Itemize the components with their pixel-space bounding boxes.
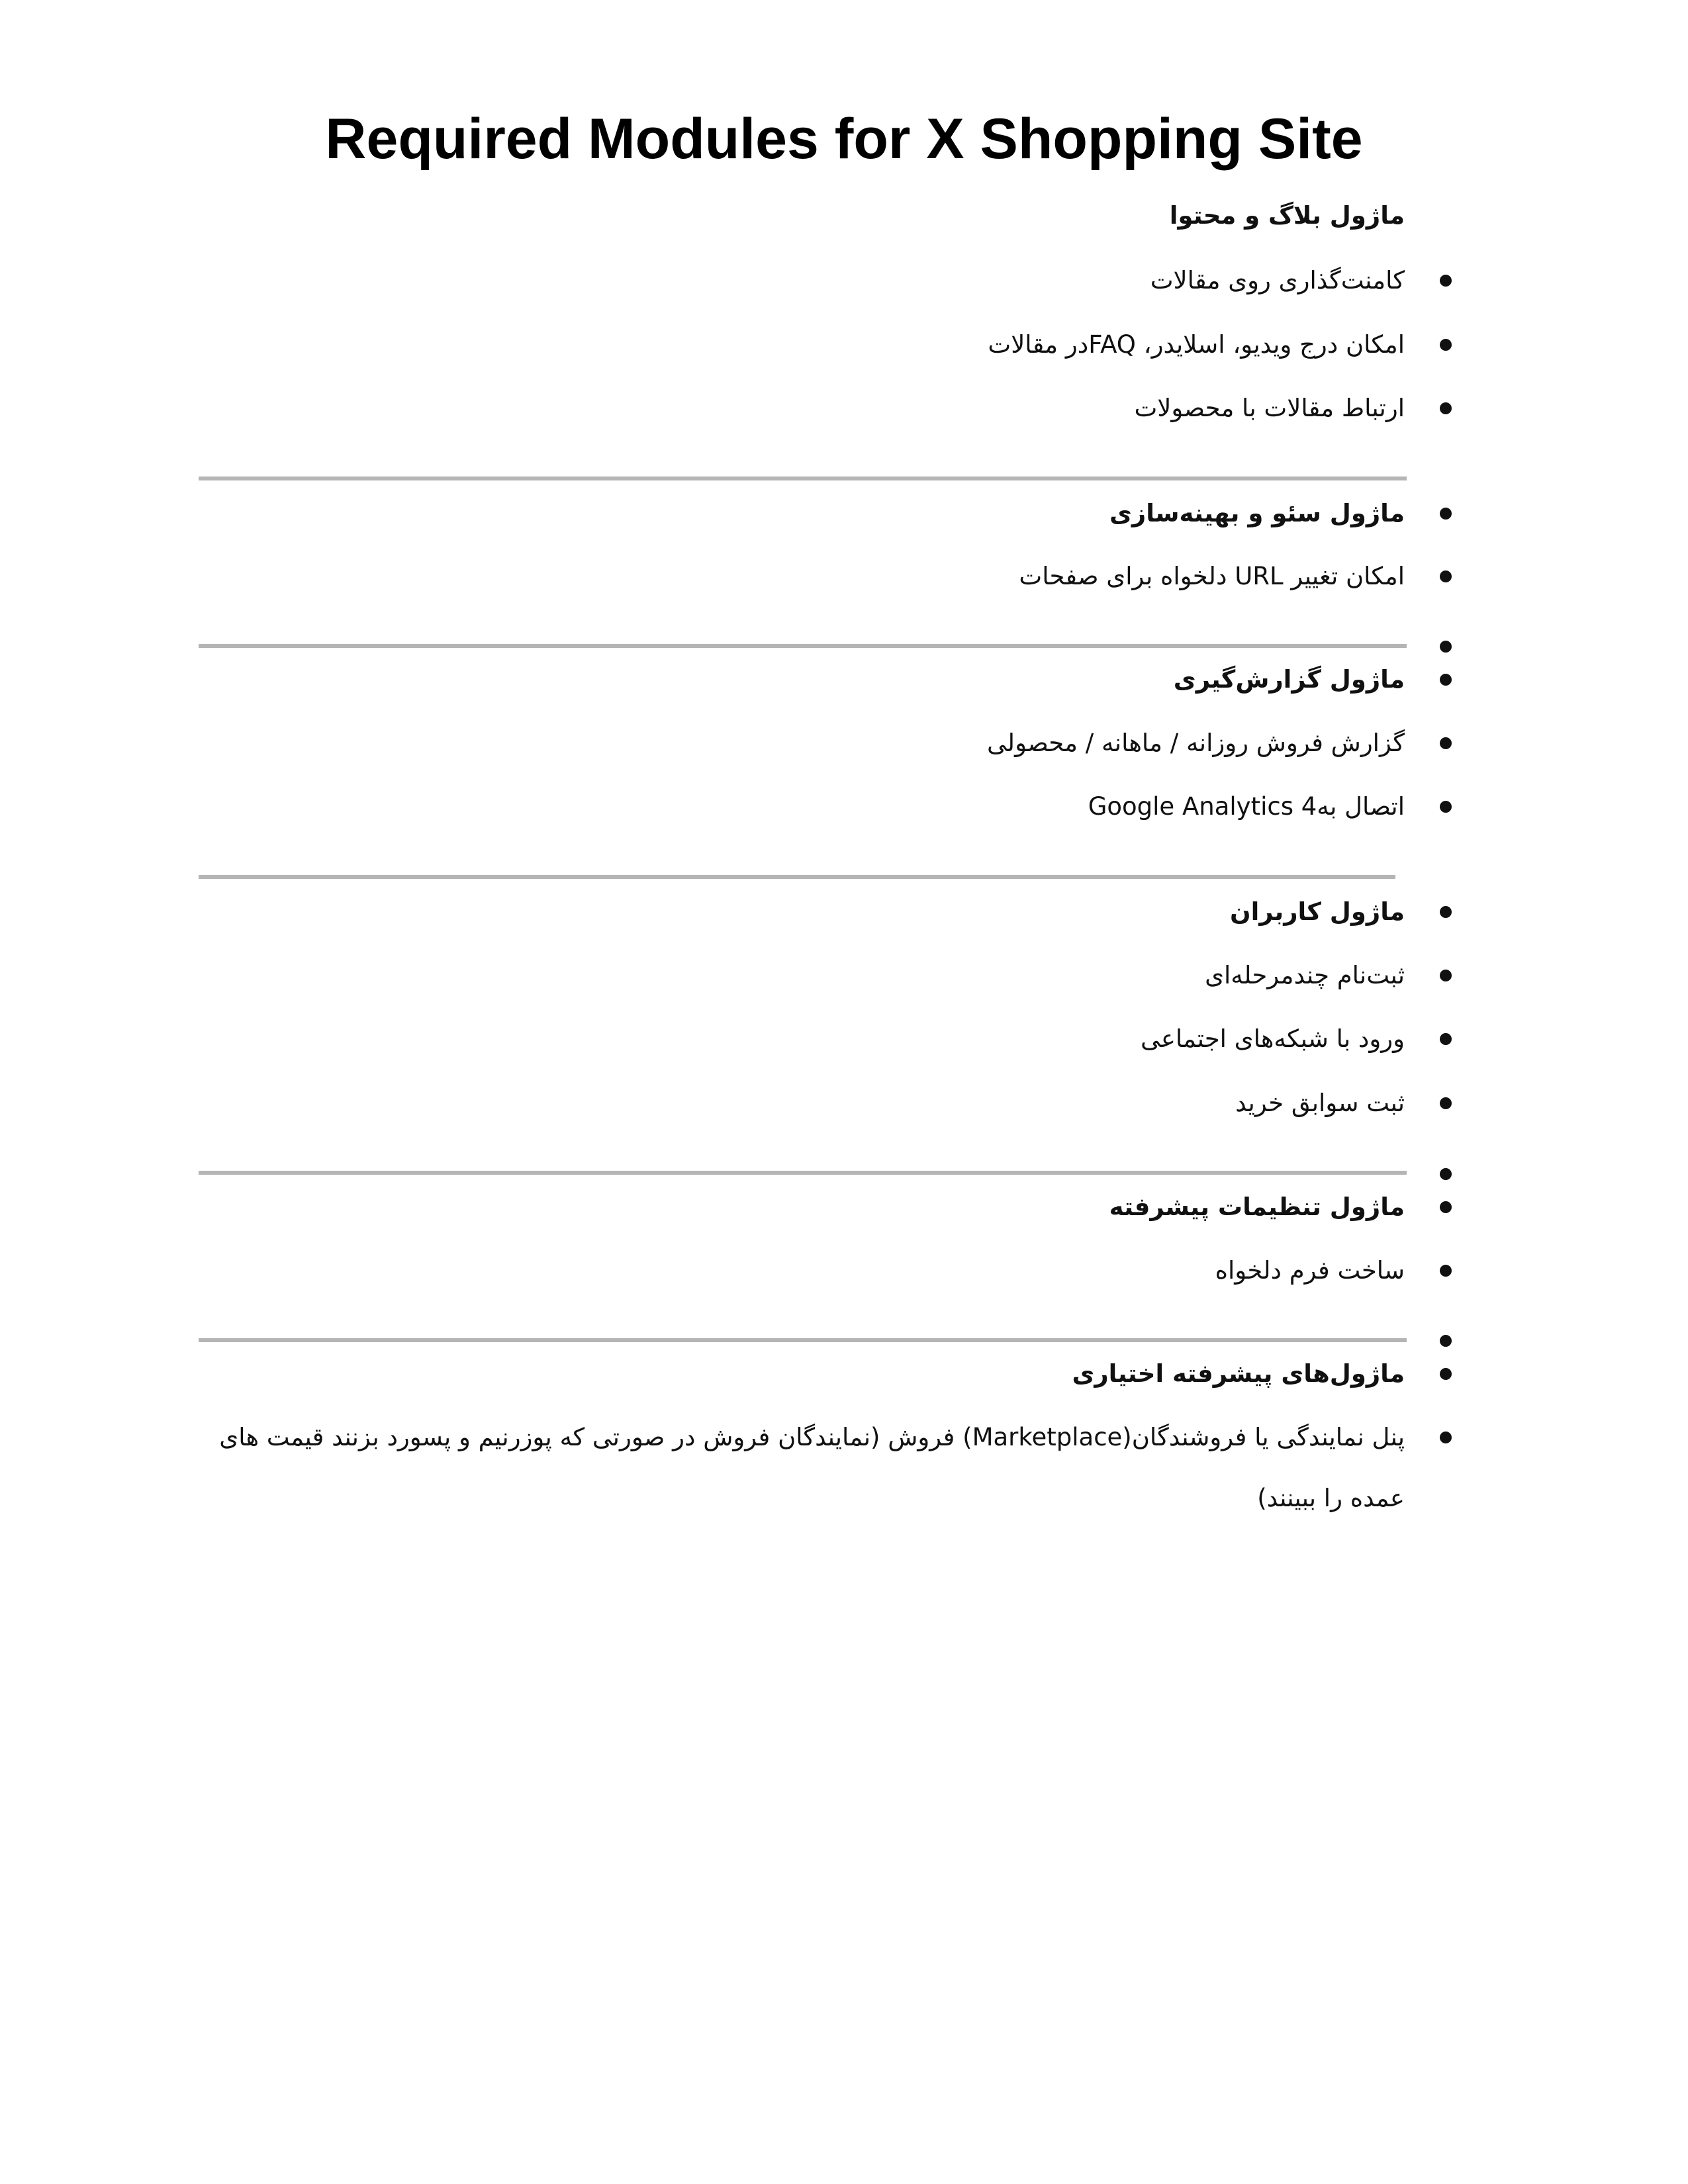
bullet-icon (1440, 1097, 1452, 1109)
list-item: گزارش فروش روزانه / ماهانه / محصولی (986, 729, 1405, 757)
list-item: امکان درج ویدیو، اسلایدر، FAQدر مقالات (988, 330, 1405, 359)
section-heading-blog: ماژول بلاگ و محتوا (1169, 201, 1405, 230)
list-item: ساخت فرم دلخواه (1215, 1256, 1405, 1285)
section-divider (199, 477, 1407, 480)
bullet-icon (1440, 508, 1452, 520)
bullet-icon (1440, 1265, 1452, 1277)
bullet-icon (1440, 737, 1452, 749)
document-title: Required Modules for X Shopping Site (325, 107, 1363, 171)
bullet-icon (1440, 1201, 1452, 1213)
section-heading-users: ماژول کاربران (1230, 897, 1405, 926)
section-divider (199, 875, 1395, 879)
list-item: کامنت‌گذاری روی مقالات (1150, 266, 1405, 295)
bullet-icon (1440, 339, 1452, 351)
bullet-icon (1440, 970, 1452, 981)
bullet-icon (1440, 906, 1452, 918)
bullet-icon (1440, 801, 1452, 813)
section-heading-reports: ماژول گزارش‌گیری (1173, 665, 1405, 694)
section-heading-seo: ماژول سئو و بهینه‌سازی (1109, 499, 1405, 527)
bullet-icon (1440, 1368, 1452, 1380)
list-item: ثبت‌نام چندمرحله‌ای (1205, 961, 1405, 989)
section-divider (199, 1338, 1407, 1342)
section-heading-advanced-settings: ماژول تنظیمات پیشرفته (1109, 1193, 1405, 1221)
section-divider (199, 644, 1407, 648)
bullet-icon (1440, 1335, 1452, 1347)
bullet-icon (1440, 1168, 1452, 1180)
list-item: ثبت سوابق خرید (1235, 1089, 1405, 1117)
list-item: ورود با شبکه‌های اجتماعی (1140, 1024, 1405, 1053)
bullet-icon (1440, 641, 1452, 653)
list-item: ارتباط مقالات با محصولات (1134, 394, 1405, 422)
bullet-icon (1440, 275, 1452, 287)
bullet-icon (1440, 1033, 1452, 1045)
section-divider (199, 1171, 1407, 1175)
list-item: پنل نمایندگی یا فروشندگان(Marketplace) فروش (نمایندگان فروش در صورتی که پوزرنیم و پسورد بزنند قیمت های عمده را ببینند) (219, 1423, 1405, 1512)
bullet-icon (1440, 570, 1452, 582)
list-item: اتصال بهGoogle Analytics 4 (1088, 792, 1405, 821)
list-item: امکان تغییر URL دلخواه برای صفحات (1019, 562, 1405, 590)
bullet-icon (1440, 674, 1452, 686)
bullet-icon (1440, 402, 1452, 414)
section-heading-optional-modules: ماژول‌های پیشرفته اختیاری (1072, 1359, 1405, 1388)
bullet-icon (1440, 1432, 1452, 1443)
